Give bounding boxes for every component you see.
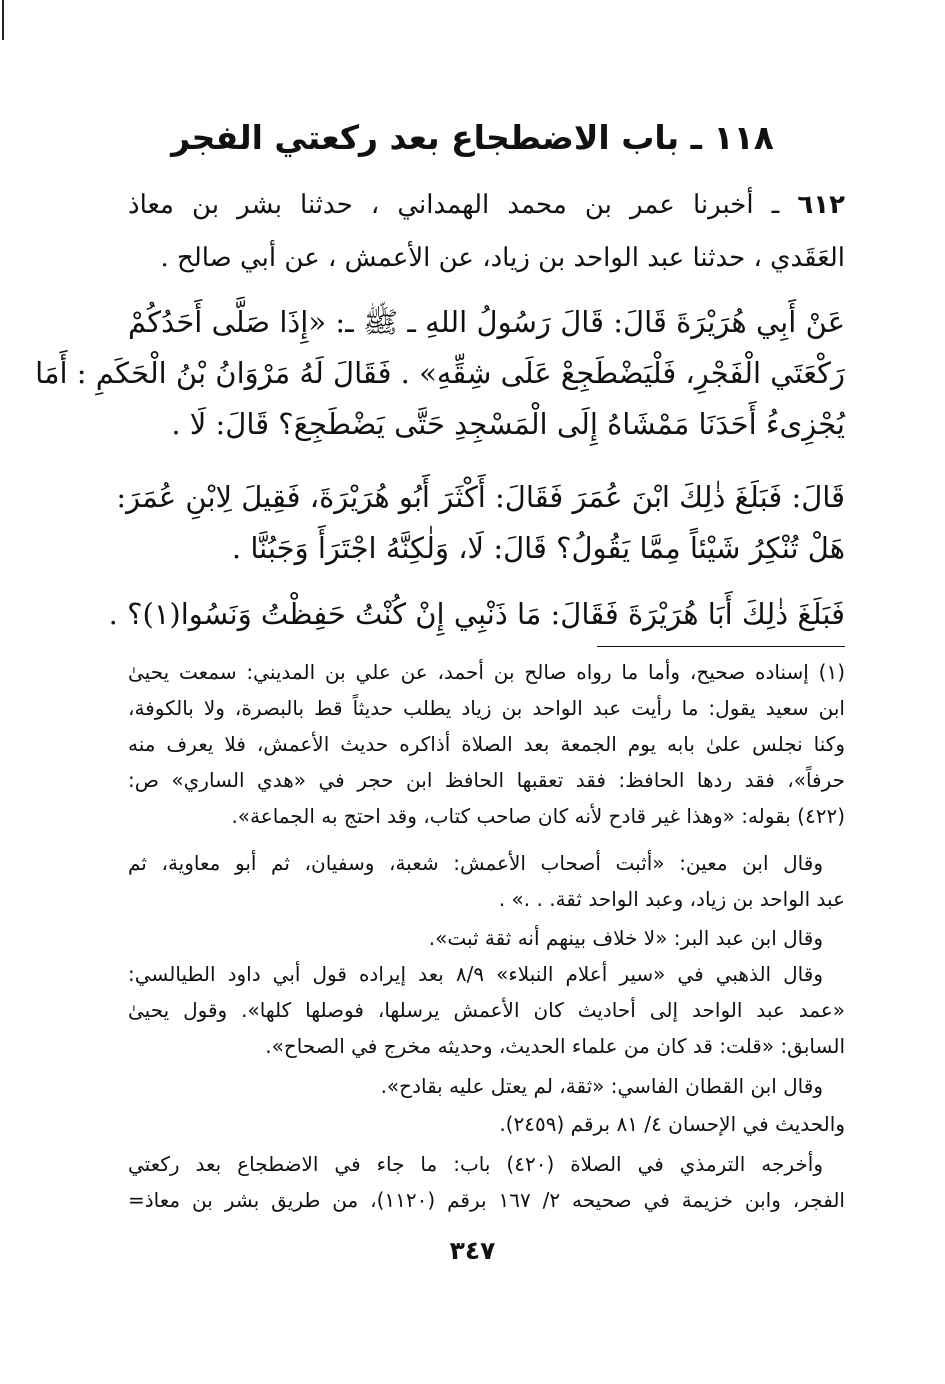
chapter-heading: ١١٨ ـ باب الاضطجاع بعد ركعتي الفجر (171, 118, 774, 157)
footnote-line-4: حرفاً»، فقد ردها الحافظ: فقد تعقبها الحافظ ابن حجر في «هدي الساري» ص: (128, 768, 845, 792)
matn-line-5: هَلْ تُنْكِرُ شَيْئاً مِمَّا يَقُولُ؟ قَالَ: لَا، وَلٰكِنَّهُ اجْتَرَأَ وَجَبُنَّا . (231, 531, 845, 565)
matn-line-2: رَكْعَتَي الْفَجْرِ، فَلْيَضْطَجِعْ عَلَى شِقِّهِ» . فَقَالَ لَهُ مَرْوَانُ بْنُ الْحَكَمِ : أَمَا (35, 356, 845, 390)
footnote-separator (597, 646, 845, 647)
footnote-line-8: وقال ابن عبد البر: «لا خلاف بينهم أنه ثقة ثبت». (428, 926, 823, 950)
scan-edge-line (2, 0, 4, 40)
footnote-line-13: والحديث في الإحسان ٤/ ٨١ برقم (٢٤٥٩). (499, 1112, 845, 1136)
footnote-line-1: (١) إسناده صحيح، وأما ما رواه صالح بن أحمد، عن علي بن المديني: سمعت يحيىٰ (128, 660, 845, 684)
hadith-number: ٦١٢ (797, 190, 846, 220)
footnote-line-14: وأخرجه الترمذي في الصلاة (٤٢٠) باب: ما جاء في الاضطجاع بعد ركعتي (128, 1152, 824, 1176)
footnote-line-3: وكنا نجلس علىٰ بابه يوم الجمعة بعد الصلاة أذاكره حديث الأعمش، فلا يعرف منه (128, 732, 845, 756)
matn-line-6: فَبَلَغَ ذٰلِكَ أَبَا هُرَيْرَةَ فَقَالَ: مَا ذَنْبِي إِنْ كُنْتُ حَفِظْتُ وَنَسُوا(١)؟ . (108, 597, 845, 631)
footnote-line-9: وقال الذهبي في «سير أعلام النبلاء» ٨/٩ بعد إيراده قول أبي داود الطيالسي: (128, 962, 823, 986)
footnote-line-10: «عمد عبد الواحد إلى أحاديث كان الأعمش يرسلها، فوصلها كلها». وقول يحيىٰ (128, 998, 845, 1022)
footnote-line-12: وقال ابن القطان الفاسي: «ثقة، لم يعتل عليه بقادح». (380, 1074, 823, 1098)
footnote-line-5: (٤٢٢) بقوله: «وهذا غير قادح لأنه كان صاحب كتاب، وقد احتج به الجماعة». (231, 804, 845, 828)
isnad-text-1: ـ أخبرنا عمر بن محمد الهمداني ، حدثنا بشر بن معاذ (128, 190, 780, 220)
isnad-line-2: العَقَدي ، حدثنا عبد الواحد بن زياد، عن الأعمش ، عن أبي صالح . (160, 243, 845, 273)
matn-line-1: عَنْ أَبِي هُرَيْرَةَ قَالَ: قَالَ رَسُولُ اللهِ ـ ﷺ ـ: «إِذَا صَلَّى أَحَدُكُمْ (128, 305, 845, 339)
footnote-line-2: ابن سعيد يقول: ما رأيت عبد الواحد بن زياد يطلب حديثاً قط بالبصرة، ولا بالكوفة، (128, 696, 845, 720)
footnote-line-7: عبد الواحد بن زياد، وعبد الواحد ثقة. . .» . (498, 887, 845, 911)
footnote-line-15: الفجر، وابن خزيمة في صحيحه ٢/ ١٦٧ برقم (١١٢٠)، من طريق بشر بن معاذ= (128, 1188, 845, 1212)
matn-line-3: يُجْزِىءُ أَحَدَنَا مَمْشَاهُ إِلَى الْمَسْجِدِ حَتَّى يَضْطَجِعَ؟ قَالَ: لَا . (171, 407, 845, 441)
page-number: ٣٤٧ (449, 1236, 496, 1265)
isnad-line-1 (128, 190, 845, 220)
footnote-line-6: وقال ابن معين: «أثبت أصحاب الأعمش: شعبة، وسفيان، ثم أبو معاوية، ثم (128, 851, 823, 875)
footnote-line-11: السابق: «قلت: قد كان من علماء الحديث، وحديثه مخرج في الصحاح». (265, 1034, 845, 1058)
matn-line-4: قَالَ: فَبَلَغَ ذٰلِكَ ابْنَ عُمَرَ فَقَالَ: أَكْثَرَ أَبُو هُرَيْرَةَ، فَقِيلَ لِابْنِ عُمَرَ: (116, 480, 845, 514)
